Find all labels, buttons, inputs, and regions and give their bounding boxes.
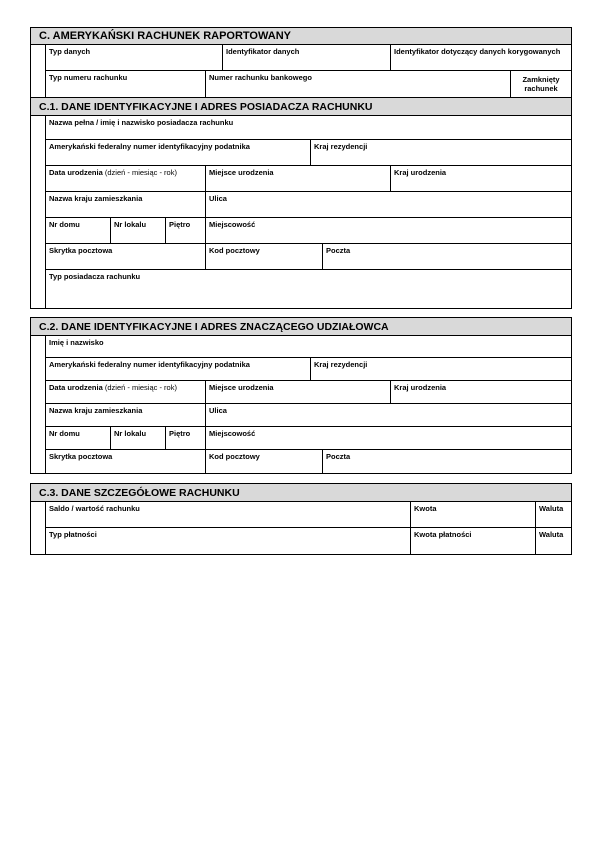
field-c2-data-urodzenia-label [49,383,202,392]
field-c1-skrytka-pocztowa[interactable] [45,244,205,270]
field-c1-ulica[interactable] [205,192,571,218]
field-c3-waluta-saldo-label: Waluta [539,504,564,513]
field-c1-nr-domu[interactable] [45,218,110,244]
field-c1-kraj-urodzenia[interactable] [390,166,571,192]
field-c2-data-urodzenia-label-hint: (dzień - miesiąc - rok) [104,383,177,392]
row-c2-tin [45,358,571,381]
field-c2-data-urodzenia[interactable] [45,381,205,404]
field-c2-miejsce-urodzenia-label: Miejsce urodzenia [209,383,274,392]
field-c1-poczta-label: Poczta [326,246,351,255]
field-c1-typ-posiadacza[interactable] [45,270,571,308]
field-numer-rachunku-bankowego-label: Numer rachunku bankowego [209,73,312,82]
field-c1-tin-label: Amerykański federalny numer identyfikacyjny podatnika [49,142,250,151]
row-c2-poczta [45,450,571,473]
field-identyfikator-danych[interactable] [222,45,390,71]
field-typ-danych[interactable] [45,45,222,71]
section-c2 [30,317,572,474]
field-c1-nr-lokalu[interactable] [110,218,165,244]
section-c3 [30,483,572,555]
section-c2-header [31,318,571,336]
field-c2-miejscowosc-label: Miejscowość [209,429,256,438]
row-c3-platnosc [45,528,571,554]
field-identyfikator-korygowanych-label: Identyfikator dotyczący danych korygowanych [394,47,561,56]
section-c2-rows [45,336,571,473]
field-c3-saldo-label: Saldo / wartość rachunku [49,504,140,513]
field-c1-nr-lokalu-label: Nr lokalu [114,220,147,229]
field-c2-nr-domu-label: Nr domu [49,429,80,438]
field-typ-numeru-rachunku[interactable] [45,71,205,97]
field-c1-data-urodzenia-label [49,168,202,177]
field-c2-ulica-label: Ulica [209,406,227,415]
row-c2-imie [45,336,571,358]
field-c1-pietro-label: Piętro [169,220,191,229]
field-c2-pietro[interactable] [165,427,205,450]
field-zamkniety-rachunek[interactable] [510,71,571,97]
field-c1-nazwa-kraju-zamieszkania-label: Nazwa kraju zamieszkania [49,194,143,203]
field-c3-waluta-platnosci[interactable] [535,528,571,554]
field-c1-miejsce-urodzenia[interactable] [205,166,390,192]
section-c3-rows [45,502,571,554]
field-c2-pietro-label: Piętro [169,429,191,438]
field-c3-kwota-label: Kwota [414,504,437,513]
row-c3-saldo [45,502,571,528]
field-c2-data-urodzenia-label-main: Data urodzenia [49,383,103,392]
field-c2-poczta[interactable] [322,450,571,473]
field-c2-nr-lokalu-label: Nr lokalu [114,429,147,438]
section-c2-title: C.2. DANE IDENTYFIKACYJNE I ADRES ZNACZĄCEGO UDZIAŁOWCA [39,320,389,333]
field-c3-waluta-saldo[interactable] [535,502,571,528]
field-c2-nr-lokalu[interactable] [110,427,165,450]
row-c2-urodzenie [45,381,571,404]
field-c2-kraj-urodzenia-label: Kraj urodzenia [394,383,447,392]
field-c1-kod-pocztowy[interactable] [205,244,322,270]
row-c1-nazwa [45,116,571,140]
row-identyfikatory [45,45,571,71]
row-c1-adres [45,218,571,244]
field-c2-tin[interactable] [45,358,310,381]
row-c1-tin [45,140,571,166]
field-c1-data-urodzenia-label-hint: (dzień - miesiąc - rok) [104,168,177,177]
field-c1-skrytka-pocztowa-label: Skrytka pocztowa [49,246,113,255]
row-c2-kraj-ulica [45,404,571,427]
field-c1-nr-domu-label: Nr domu [49,220,80,229]
field-c2-skrytka-pocztowa[interactable] [45,450,205,473]
field-c1-poczta[interactable] [322,244,571,270]
section-c-title: C. AMERYKAŃSKI RACHUNEK RAPORTOWANY [39,30,291,42]
row-c1-kraj-ulica [45,192,571,218]
field-c2-kraj-rezydencji-label: Kraj rezydencji [314,360,368,369]
field-identyfikator-danych-label: Identyfikator danych [226,47,300,56]
field-c2-kraj-urodzenia[interactable] [390,381,571,404]
field-c1-data-urodzenia[interactable] [45,166,205,192]
field-c2-kod-pocztowy[interactable] [205,450,322,473]
field-c2-miejsce-urodzenia[interactable] [205,381,390,404]
fatca-form [30,27,572,555]
field-c2-kraj-rezydencji[interactable] [310,358,571,381]
row-c2-adres [45,427,571,450]
section-c1-title: C.1. DANE IDENTYFIKACYJNE I ADRES POSIADACZA RACHUNKU [39,100,373,113]
field-c1-miejsce-urodzenia-label: Miejsce urodzenia [209,168,274,177]
field-c3-kwota-platnosci-label: Kwota płatności [414,530,472,539]
field-c3-typ-platnosci-label: Typ płatności [49,530,97,539]
field-c1-nazwa-kraju-zamieszkania[interactable] [45,192,205,218]
field-c1-tin[interactable] [45,140,310,166]
section-c [30,27,572,98]
field-c2-nr-domu[interactable] [45,427,110,450]
row-c1-typ-posiadacza [45,270,571,308]
field-c1-kraj-rezydencji-label: Kraj rezydencji [314,142,368,151]
field-zamkniety-rachunek-label: Zamknięty rachunek [522,75,560,93]
field-c3-waluta-platnosci-label: Waluta [539,530,564,539]
field-c3-typ-platnosci[interactable] [45,528,410,554]
field-c2-skrytka-pocztowa-label: Skrytka pocztowa [49,452,113,461]
field-c2-ulica[interactable] [205,404,571,427]
field-c3-saldo[interactable] [45,502,410,528]
field-c1-miejscowosc-label: Miejscowość [209,220,256,229]
field-c2-miejscowosc[interactable] [205,427,571,450]
field-c1-nazwa-pelna-label: Nazwa pełna / imię i nazwisko posiadacza rachunku [49,118,234,127]
field-c1-typ-posiadacza-label: Typ posiadacza rachunku [49,272,141,281]
field-c2-imie-nazwisko[interactable] [45,336,571,358]
section-c1 [30,97,572,309]
section-c-header [31,28,571,45]
row-c1-urodzenie [45,166,571,192]
field-c2-tin-label: Amerykański federalny numer identyfikacyjny podatnika [49,360,250,369]
field-c1-pietro[interactable] [165,218,205,244]
section-c1-rows [45,116,571,308]
field-c1-miejscowosc[interactable] [205,218,571,244]
row-numer-rachunku [45,71,571,97]
field-numer-rachunku-bankowego[interactable] [205,71,510,97]
field-c2-nazwa-kraju-zamieszkania[interactable] [45,404,205,427]
section-c-rows [45,45,571,97]
field-c1-data-urodzenia-label-main: Data urodzenia [49,168,103,177]
field-c2-imie-nazwisko-label: Imię i nazwisko [49,338,104,347]
field-c2-kod-pocztowy-label: Kod pocztowy [209,452,260,461]
field-c2-poczta-label: Poczta [326,452,351,461]
field-c1-nazwa-pelna[interactable] [45,116,571,140]
field-identyfikator-korygowanych[interactable] [390,45,571,71]
field-c3-kwota[interactable] [410,502,535,528]
field-typ-danych-label: Typ danych [49,47,91,56]
field-c1-kod-pocztowy-label: Kod pocztowy [209,246,260,255]
section-c1-header [31,98,571,116]
field-c3-kwota-platnosci[interactable] [410,528,535,554]
field-c1-ulica-label: Ulica [209,194,227,203]
field-c2-nazwa-kraju-zamieszkania-label: Nazwa kraju zamieszkania [49,406,143,415]
field-typ-numeru-rachunku-label: Typ numeru rachunku [49,73,128,82]
row-c1-poczta [45,244,571,270]
field-c1-kraj-urodzenia-label: Kraj urodzenia [394,168,447,177]
section-c3-header [31,484,571,502]
field-c1-kraj-rezydencji[interactable] [310,140,571,166]
section-c3-title: C.3. DANE SZCZEGÓŁOWE RACHUNKU [39,486,240,499]
